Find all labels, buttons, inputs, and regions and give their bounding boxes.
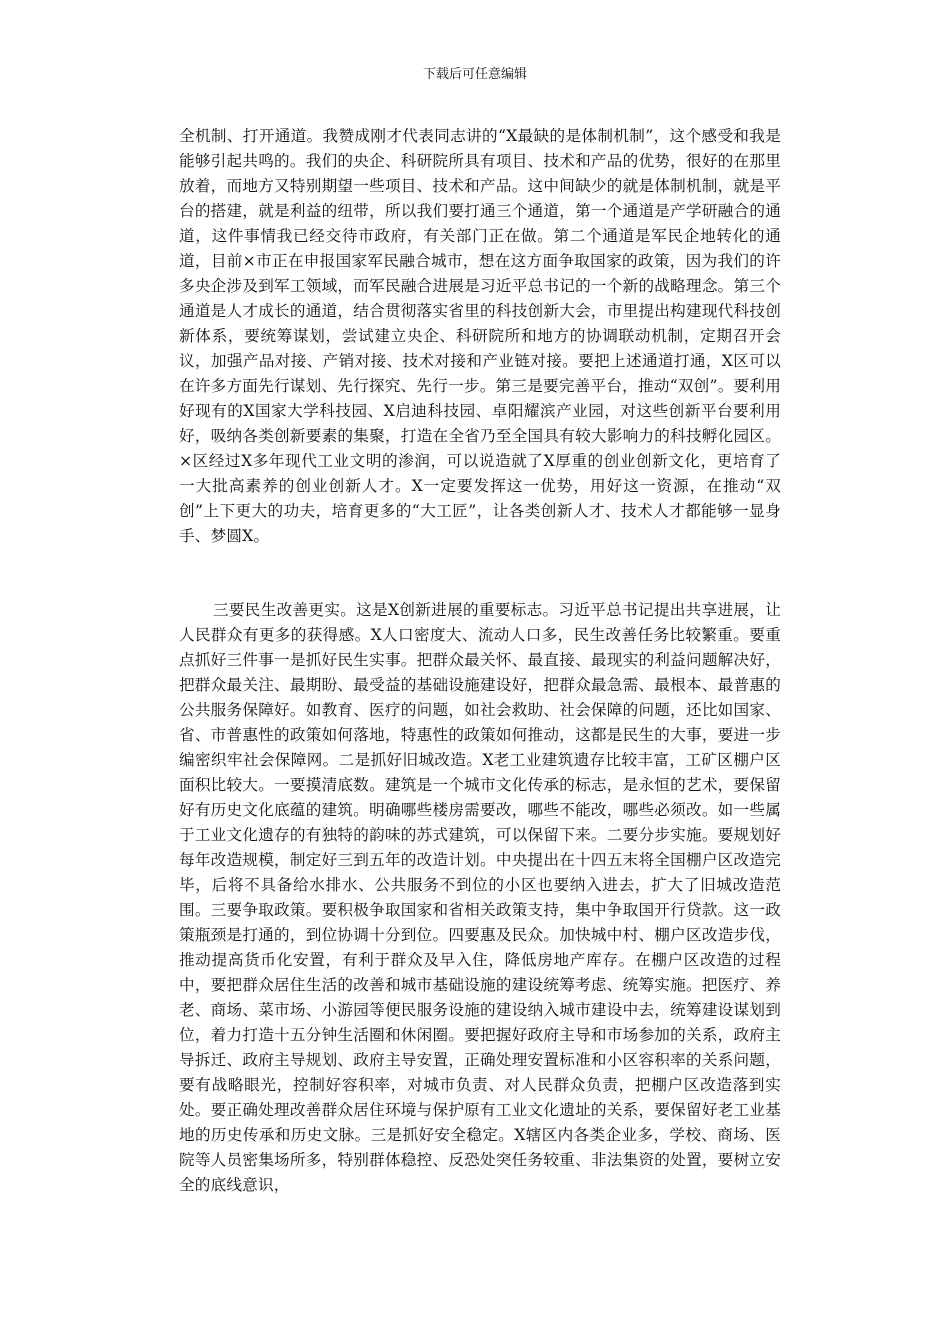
page-header: 下载后可任意编辑 bbox=[422, 67, 527, 82]
body-paragraph-2: 三要民生改善更实。这是X创新进展的重要标志。习近平总书记提出共享进展，让人民群众有更多的获得感。X人口密度大、流动人口多，民生改善任务比较繁重。要重点抓好三件事一是抓好民生实事。把群众最关怀、最直接、最现实的利益问题解决好，把群众最关注、最期盼、最受益的基础设施建设好，把群众最急需、最根本、最普惠的公共服务保障好。如教育、医疗的问题，如社会救助、社会保障的问题，还比如国家、省、市普惠性的政策如何落地，特惠性的政策如何推动，这都是民生的大事，要进一步编密织牢社会保障网。二是抓好旧城改造。X老工业建筑遗存比较丰富，工矿区棚户区面积比较大。一要摸清底数。建筑是一个城市文化传承的标志，是永恒的艺术，要保留好有历史文化底蕴的建筑。明确哪些楼房需要改，哪些不能改，哪些必须改。如一些属于工业文化遗存的有独特的韵味的苏式建筑，可以保留下来。二要分步实施。要规划好每年改造规模，制定好三到五年的改造计划。中央提出在十四五末将全国棚户区改造完毕，后将不具备给水排水、公共服务不到位的小区也要纳入进去，扩大了旧城改造范围。三要争取政策。要积极争取国家和省相关政策支持，集中争取国开行贷款。这一政策瓶颈是打通的，到位协调十分到位。四要惠及民众。加快城中村、棚户区改造步伐，推动提高货币化安置，有利于群众及早入住，降低房地产库存。在棚户区改造的过程中，要把群众居住生活的改善和城市基础设施的建设统筹考虑、统筹实施。把医疗、养老、商场、菜市场、小游园等便民服务设施的建设纳入城市建设中去，统筹建设谋划到位，着力打造十五分钟生活圈和休闲圈。要把握好政府主导和市场参加的关系，政府主导拆迁、政府主导规划、政府主导安置，正确处理安置标准和小区容积率的关系问题，要有战略眼光，控制好容积率，对城市负责、对人民群众负责，把棚户区改造落到实处。要正确处理改善群众居住环境与保护原有工业文化遗址的关系，要保留好老工业基地的历史传承和历史文脉。三是抓好安全稳定。X辖区内各类企业多，学校、商场、医院等人员密集场所多，特别群体稳控、反恐处突任务较重、非法集资的处置，要树立安全的底线意识， bbox=[179, 601, 781, 1194]
body-paragraph-1: 全机制、打开通道。我赞成刚才代表同志讲的“X最缺的是体制机制”，这个感受和我是能够引起共鸣的。我们的央企、科研院所具有项目、技术和产品的优势，很好的在那里放着，而地方又特别期望一些项目、技术和产品。这中间缺少的就是体制机制，就是平台的搭建，就是利益的纽带，所以我们要打通三个通道，第一个通道是产学研融合的通道，这件事情我已经交待市政府，有关部门正在做。第二个通道是军民企地转化的通道，目前×市正在申报国家军民融合城市，想在这方面争取国家的政策，因为我们的许多央企涉及到军工领域，而军民融合进展是习近平总书记的一个新的战略理念。第三个通道是人才成长的通道，结合贯彻落实省里的科技创新大会，市里提出构建现代科技创新体系，要统筹谋划，尝试建立央企、科研院所和地方的协调联动机制，定期召开会议，加强产品对接、产销对接、技术对接和产业链对接。要把上述通道打通，X区可以在许多方面先行谋划、先行探究、先行一步。第三是要完善平台，推动“双创”。要利用好现有的X国家大学科技园、X启迪科技园、卓阳耀滨产业园，对这些创新平台要利用好，吸纳各类创新要素的集聚，打造在全省乃至全国具有较大影响力的科技孵化园区。×区经过X多年现代工业文明的渗润，可以说造就了X厚重的创业创新文化，更培育了一大批高素养的创业创新人才。X一定要发挥这一优势，用好这一资源，在推动“双创”上下更大的功夫，培育更多的“大工匠”，让各类创新人才、技术人才都能够一显身手、梦圆X。 bbox=[179, 127, 781, 545]
